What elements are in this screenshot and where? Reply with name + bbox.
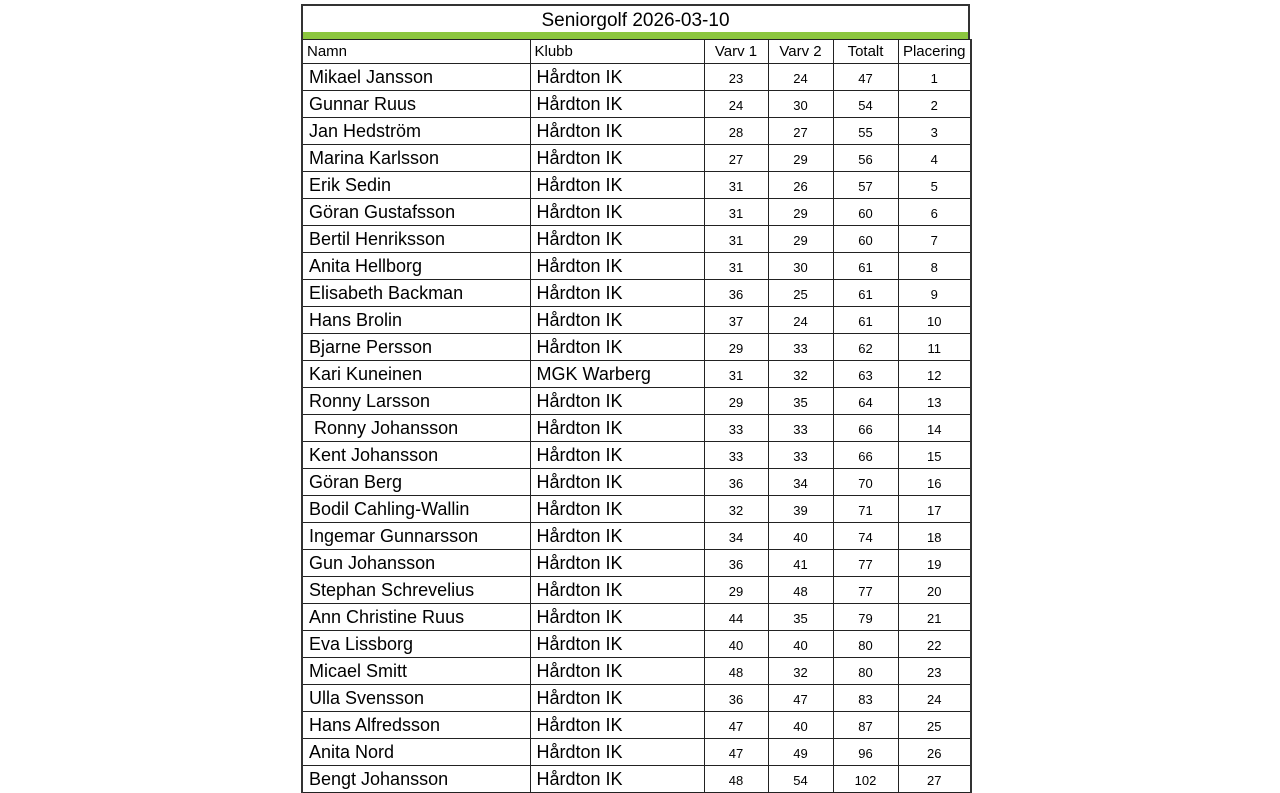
table-row <box>302 685 971 712</box>
placement: 19 <box>898 550 971 577</box>
player-name: Micael Smitt <box>302 658 530 685</box>
round-1-score: 31 <box>704 253 768 280</box>
total-score: 83 <box>833 685 898 712</box>
table-row <box>302 253 971 280</box>
round-1-score: 34 <box>704 523 768 550</box>
round-2-score: 35 <box>768 604 833 631</box>
player-name: Hans Brolin <box>302 307 530 334</box>
player-name: Kari Kuneinen <box>302 361 530 388</box>
placement: 4 <box>898 145 971 172</box>
round-1-score: 36 <box>704 550 768 577</box>
results-table <box>301 39 972 793</box>
player-name: Eva Lissborg <box>302 631 530 658</box>
club-name: Hårdton IK <box>530 712 704 739</box>
club-name: Hårdton IK <box>530 118 704 145</box>
total-score: 56 <box>833 145 898 172</box>
round-1-score: 36 <box>704 685 768 712</box>
round-1-score: 44 <box>704 604 768 631</box>
player-name: Jan Hedström <box>302 118 530 145</box>
total-score: 80 <box>833 631 898 658</box>
round-2-score: 47 <box>768 685 833 712</box>
total-score: 66 <box>833 442 898 469</box>
player-name: Anita Hellborg <box>302 253 530 280</box>
player-name: Anita Nord <box>302 739 530 766</box>
total-score: 66 <box>833 415 898 442</box>
placement: 5 <box>898 172 971 199</box>
table-row <box>302 91 971 118</box>
player-name: Marina Karlsson <box>302 145 530 172</box>
results-sheet <box>301 4 970 793</box>
placement: 12 <box>898 361 971 388</box>
total-score: 102 <box>833 766 898 793</box>
header-club: Klubb <box>530 40 704 64</box>
club-name: Hårdton IK <box>530 604 704 631</box>
placement: 27 <box>898 766 971 793</box>
round-1-score: 48 <box>704 658 768 685</box>
table-row <box>302 604 971 631</box>
round-1-score: 37 <box>704 307 768 334</box>
table-row <box>302 64 971 91</box>
club-name: Hårdton IK <box>530 415 704 442</box>
round-1-score: 27 <box>704 145 768 172</box>
table-row <box>302 496 971 523</box>
round-1-score: 31 <box>704 226 768 253</box>
table-row <box>302 388 971 415</box>
header-total: Totalt <box>833 40 898 64</box>
round-2-score: 26 <box>768 172 833 199</box>
table-row <box>302 523 971 550</box>
club-name: Hårdton IK <box>530 739 704 766</box>
player-name: Stephan Schrevelius <box>302 577 530 604</box>
total-score: 61 <box>833 253 898 280</box>
placement: 1 <box>898 64 971 91</box>
placement: 11 <box>898 334 971 361</box>
table-row <box>302 577 971 604</box>
table-row <box>302 226 971 253</box>
round-2-score: 33 <box>768 415 833 442</box>
total-score: 79 <box>833 604 898 631</box>
round-2-score: 29 <box>768 226 833 253</box>
round-2-score: 35 <box>768 388 833 415</box>
player-name: Hans Alfredsson <box>302 712 530 739</box>
total-score: 60 <box>833 199 898 226</box>
round-2-score: 32 <box>768 361 833 388</box>
placement: 7 <box>898 226 971 253</box>
placement: 18 <box>898 523 971 550</box>
sheet-title: Seniorgolf 2026-03-10 <box>301 4 970 32</box>
round-2-score: 54 <box>768 766 833 793</box>
header-round-2: Varv 2 <box>768 40 833 64</box>
round-1-score: 47 <box>704 712 768 739</box>
total-score: 54 <box>833 91 898 118</box>
total-score: 55 <box>833 118 898 145</box>
round-2-score: 33 <box>768 442 833 469</box>
table-row <box>302 766 971 793</box>
round-2-score: 33 <box>768 334 833 361</box>
round-1-score: 32 <box>704 496 768 523</box>
player-name: Ronny Larsson <box>302 388 530 415</box>
total-score: 96 <box>833 739 898 766</box>
player-name: Ulla Svensson <box>302 685 530 712</box>
round-2-score: 40 <box>768 523 833 550</box>
round-2-score: 41 <box>768 550 833 577</box>
club-name: Hårdton IK <box>530 307 704 334</box>
table-row <box>302 469 971 496</box>
round-1-score: 31 <box>704 361 768 388</box>
player-name: Ann Christine Ruus <box>302 604 530 631</box>
table-row <box>302 334 971 361</box>
table-row <box>302 361 971 388</box>
round-1-score: 29 <box>704 388 768 415</box>
round-1-score: 23 <box>704 64 768 91</box>
table-row <box>302 172 971 199</box>
table-row <box>302 550 971 577</box>
table-row <box>302 118 971 145</box>
round-1-score: 29 <box>704 334 768 361</box>
club-name: Hårdton IK <box>530 442 704 469</box>
placement: 13 <box>898 388 971 415</box>
club-name: Hårdton IK <box>530 253 704 280</box>
round-2-score: 24 <box>768 307 833 334</box>
placement: 26 <box>898 739 971 766</box>
total-score: 71 <box>833 496 898 523</box>
club-name: Hårdton IK <box>530 550 704 577</box>
placement: 23 <box>898 658 971 685</box>
round-1-score: 40 <box>704 631 768 658</box>
player-name: Bjarne Persson <box>302 334 530 361</box>
placement: 25 <box>898 712 971 739</box>
placement: 2 <box>898 91 971 118</box>
table-row <box>302 739 971 766</box>
club-name: Hårdton IK <box>530 280 704 307</box>
round-1-score: 36 <box>704 469 768 496</box>
player-name: Göran Gustafsson <box>302 199 530 226</box>
table-row <box>302 712 971 739</box>
club-name: Hårdton IK <box>530 334 704 361</box>
club-name: Hårdton IK <box>530 145 704 172</box>
total-score: 62 <box>833 334 898 361</box>
player-name: Bertil Henriksson <box>302 226 530 253</box>
club-name: Hårdton IK <box>530 766 704 793</box>
club-name: Hårdton IK <box>530 91 704 118</box>
total-score: 80 <box>833 658 898 685</box>
round-1-score: 36 <box>704 280 768 307</box>
round-1-score: 33 <box>704 442 768 469</box>
round-2-score: 30 <box>768 91 833 118</box>
club-name: Hårdton IK <box>530 658 704 685</box>
round-1-score: 24 <box>704 91 768 118</box>
placement: 6 <box>898 199 971 226</box>
club-name: Hårdton IK <box>530 388 704 415</box>
round-2-score: 24 <box>768 64 833 91</box>
total-score: 63 <box>833 361 898 388</box>
player-name: Gun Johansson <box>302 550 530 577</box>
total-score: 61 <box>833 280 898 307</box>
placement: 15 <box>898 442 971 469</box>
club-name: MGK Warberg <box>530 361 704 388</box>
header-placement: Placering <box>898 40 971 64</box>
round-2-score: 48 <box>768 577 833 604</box>
round-1-score: 33 <box>704 415 768 442</box>
player-name: Mikael Jansson <box>302 64 530 91</box>
player-name: Ingemar Gunnarsson <box>302 523 530 550</box>
placement: 21 <box>898 604 971 631</box>
header-row <box>302 40 971 64</box>
header-name: Namn <box>302 40 530 64</box>
club-name: Hårdton IK <box>530 172 704 199</box>
round-2-score: 32 <box>768 658 833 685</box>
player-name: Ronny Johansson <box>302 415 530 442</box>
round-2-score: 40 <box>768 712 833 739</box>
round-2-score: 30 <box>768 253 833 280</box>
placement: 24 <box>898 685 971 712</box>
placement: 22 <box>898 631 971 658</box>
player-name: Elisabeth Backman <box>302 280 530 307</box>
table-row <box>302 280 971 307</box>
placement: 20 <box>898 577 971 604</box>
placement: 14 <box>898 415 971 442</box>
club-name: Hårdton IK <box>530 523 704 550</box>
club-name: Hårdton IK <box>530 631 704 658</box>
table-row <box>302 415 971 442</box>
placement: 16 <box>898 469 971 496</box>
round-1-score: 29 <box>704 577 768 604</box>
placement: 8 <box>898 253 971 280</box>
total-score: 47 <box>833 64 898 91</box>
player-name: Bengt Johansson <box>302 766 530 793</box>
placement: 10 <box>898 307 971 334</box>
club-name: Hårdton IK <box>530 64 704 91</box>
club-name: Hårdton IK <box>530 226 704 253</box>
table-row <box>302 145 971 172</box>
table-row <box>302 631 971 658</box>
total-score: 60 <box>833 226 898 253</box>
round-1-score: 47 <box>704 739 768 766</box>
round-2-score: 27 <box>768 118 833 145</box>
club-name: Hårdton IK <box>530 577 704 604</box>
total-score: 61 <box>833 307 898 334</box>
round-1-score: 31 <box>704 199 768 226</box>
round-2-score: 39 <box>768 496 833 523</box>
total-score: 87 <box>833 712 898 739</box>
header-round-1: Varv 1 <box>704 40 768 64</box>
total-score: 57 <box>833 172 898 199</box>
placement: 9 <box>898 280 971 307</box>
total-score: 70 <box>833 469 898 496</box>
player-name: Göran Berg <box>302 469 530 496</box>
total-score: 77 <box>833 550 898 577</box>
total-score: 74 <box>833 523 898 550</box>
round-2-score: 40 <box>768 631 833 658</box>
round-2-score: 25 <box>768 280 833 307</box>
round-2-score: 34 <box>768 469 833 496</box>
table-row <box>302 307 971 334</box>
placement: 17 <box>898 496 971 523</box>
club-name: Hårdton IK <box>530 685 704 712</box>
club-name: Hårdton IK <box>530 496 704 523</box>
round-2-score: 49 <box>768 739 833 766</box>
total-score: 77 <box>833 577 898 604</box>
round-2-score: 29 <box>768 145 833 172</box>
player-name: Kent Johansson <box>302 442 530 469</box>
table-row <box>302 442 971 469</box>
player-name: Erik Sedin <box>302 172 530 199</box>
placement: 3 <box>898 118 971 145</box>
total-score: 64 <box>833 388 898 415</box>
player-name: Gunnar Ruus <box>302 91 530 118</box>
club-name: Hårdton IK <box>530 469 704 496</box>
player-name: Bodil Cahling-Wallin <box>302 496 530 523</box>
table-row <box>302 199 971 226</box>
round-1-score: 31 <box>704 172 768 199</box>
round-1-score: 48 <box>704 766 768 793</box>
round-1-score: 28 <box>704 118 768 145</box>
round-2-score: 29 <box>768 199 833 226</box>
club-name: Hårdton IK <box>530 199 704 226</box>
table-row <box>302 658 971 685</box>
